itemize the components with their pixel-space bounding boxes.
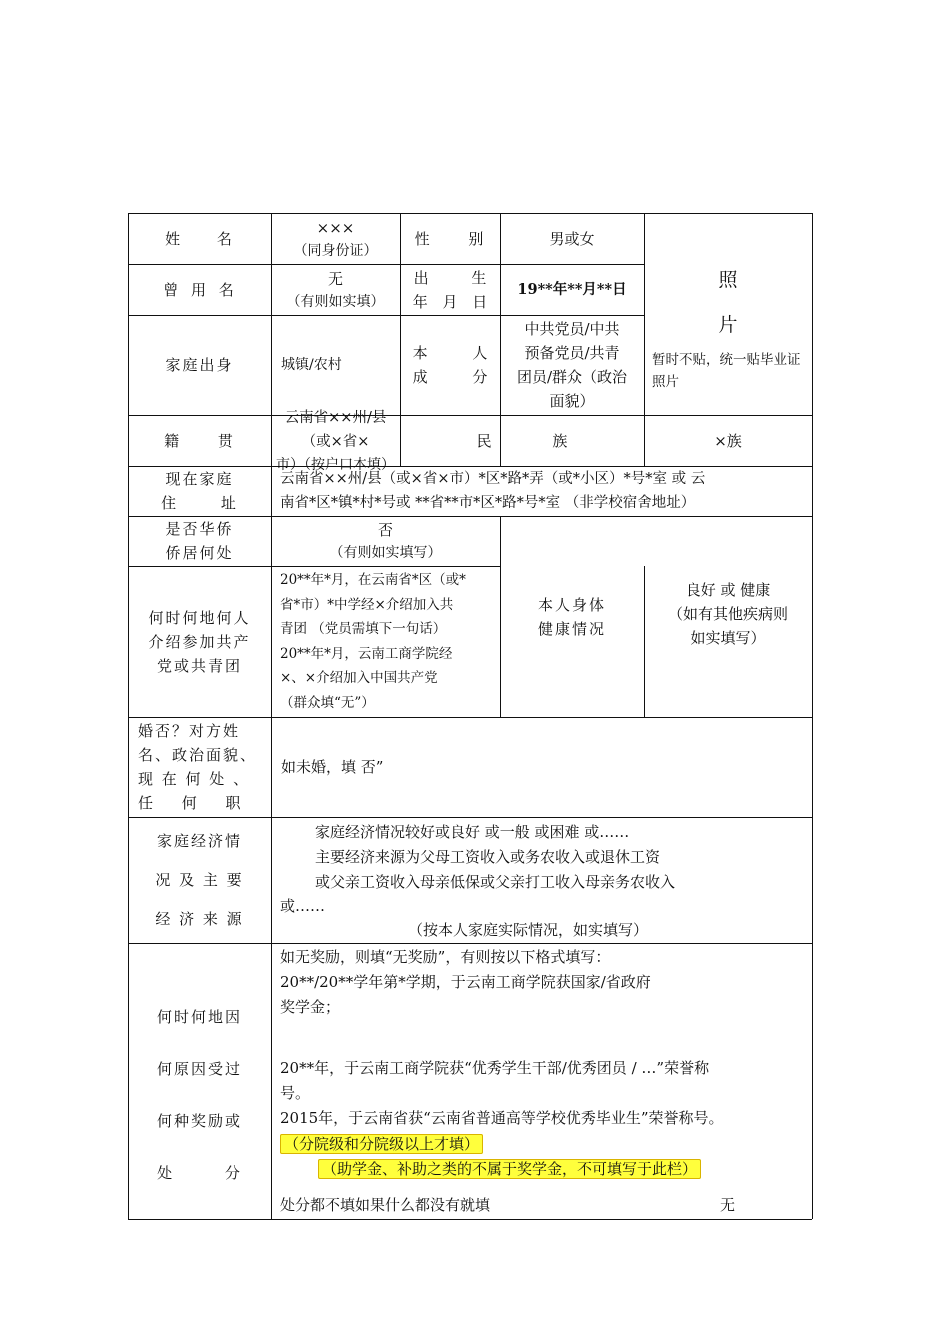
status-line-4: 面貌） (549, 392, 595, 410)
photo-title-2: 片 (718, 314, 738, 336)
ethnicity-label-text: 民 族 (476, 431, 568, 450)
join-party-line-3: 青团 （党员需填下一句话） (280, 621, 447, 637)
former-name-note: （有则如实填） (286, 293, 385, 310)
former-name-label-text: 曾 用 名 (163, 280, 236, 299)
join-party-value (271, 566, 500, 717)
name-note: （同身份证） (293, 242, 378, 259)
gender-value-text: 男或女 (549, 229, 595, 248)
awards-label-2: 何原因受过 (156, 1060, 242, 1078)
address-label (128, 466, 271, 516)
ethnicity-value (644, 415, 812, 466)
health-line-1: 良好 或 健康 (685, 581, 771, 599)
name-label-text: 姓 名 (165, 229, 234, 248)
name-value (271, 213, 400, 264)
join-party-line-4: 20**年*月，云南工商学院经 (280, 645, 453, 662)
awards-line-1: 如无奖励，则填“无奖励”，有则按以下格式填写： (280, 948, 611, 966)
border-line (128, 1219, 812, 1220)
family-origin-label (128, 315, 271, 415)
awards-line-3: 奖学金； (280, 998, 341, 1016)
overseas-value-text: 否 (377, 521, 393, 539)
economy-line-1: 家庭经济情况较好或良好 或一般 或困难 或…… (315, 823, 630, 841)
overseas-label-1: 是否华侨 (165, 520, 234, 538)
join-party-label (128, 566, 271, 717)
economy-value (271, 817, 812, 943)
marriage-label-2: 名、政治面貌、 (138, 746, 258, 764)
awards-highlight-2-text: （助学金、补助之类的不属于奖学金，不可填写于此栏） (318, 1159, 701, 1179)
health-label-2: 健康情况 (537, 619, 606, 638)
birth-label-1: 出 生 (413, 268, 487, 287)
birth-value-text: 19**年**月**日 (517, 280, 627, 298)
health-value (644, 516, 812, 717)
health-label (500, 516, 644, 717)
join-party-line-1: 20**年*月，在云南省*区（或* (280, 572, 466, 588)
economy-line-2: 主要经济来源为父母工资收入或务农收入或退休工资 (315, 848, 661, 866)
awards-label-4: 处 分 (157, 1164, 242, 1182)
status-label (400, 315, 500, 415)
address-value (271, 466, 812, 516)
health-label-1: 本人身体 (537, 595, 606, 614)
overseas-note: （有则如实填写） (329, 545, 442, 561)
awards-line-4: 20**年，于云南工商学院获“优秀学生干部/优秀团员 / …”荣誉称 (280, 1059, 710, 1077)
economy-label-3: 经 济 来 源 (155, 910, 244, 929)
awards-highlight-2 (318, 1157, 701, 1181)
health-line-2: （如有其他疾病则 (667, 605, 788, 623)
awards-highlight-1-text: （分院级和分院级以上才填） (280, 1134, 483, 1154)
join-party-label-2: 介绍参加共产 (148, 632, 251, 651)
status-value (500, 315, 644, 415)
name-value-text: ××× (316, 218, 355, 237)
birth-label-2: 年 月 日 (412, 292, 488, 311)
registration-form (128, 213, 812, 1219)
economy-line-3: 或父亲工资收入母亲低保或父亲打工收入母亲务农收入 (315, 873, 676, 891)
join-party-line-6: （群众填“无”） (280, 694, 375, 711)
marriage-label-4: 任 何 职 (138, 794, 243, 812)
economy-label (128, 817, 271, 943)
native-place-line-2: 市）（按户口本填） (276, 456, 395, 473)
former-name-value (271, 264, 400, 315)
birth-value (500, 264, 644, 315)
photo-note: 暂时不贴，统一贴毕业证照片 (652, 352, 801, 390)
address-label-2: 住 址 (161, 494, 238, 512)
health-line-3: 如实填写） (690, 629, 766, 647)
ethnicity-value-text: ×族 (714, 431, 742, 450)
status-line-1: 中共党员/中共 (524, 320, 620, 338)
native-place-label (128, 415, 271, 466)
address-line-1: 云南省××州/县（或×省×市）*区*路*弄（或*小区）*号*室 或 云 (280, 471, 706, 487)
awards-line-5: 号。 (280, 1084, 311, 1102)
family-origin-value (271, 315, 400, 415)
awards-value (271, 943, 812, 1219)
gender-value (500, 213, 644, 264)
join-party-label-1: 何时何地何人 (148, 608, 251, 627)
family-origin-value-text: 城镇/农村 (281, 357, 342, 373)
economy-label-2: 况 及 主 要 (155, 870, 244, 889)
photo-title-1: 照 (718, 269, 738, 291)
status-label-1: 本 人 (412, 344, 488, 362)
awards-highlight-1 (280, 1132, 483, 1156)
penalty-value: 无 (720, 1196, 736, 1214)
awards-label (128, 943, 271, 1219)
join-party-line-2: 省*市）*中学经×介绍加入共 (280, 596, 454, 613)
economy-line-5: （按本人家庭实际情况，如实填写） (408, 921, 649, 939)
join-party-line-5: ×、×介绍加入中国共产党 (280, 670, 438, 686)
marriage-label-3: 现 在 何 处 、 (138, 770, 251, 788)
marriage-value (271, 717, 812, 817)
awards-line-6: 2015年，于云南省获“云南省普通高等学校优秀毕业生”荣誉称号。 (280, 1109, 724, 1127)
marriage-value-text: 如未婚，填 否” (281, 758, 384, 776)
ethnicity-label (400, 415, 644, 466)
gender-label-text: 性 别 (414, 229, 486, 248)
former-name-value-text: 无 (327, 269, 343, 288)
overseas-label-2: 侨居何处 (165, 544, 234, 562)
awards-label-1: 何时何地因 (156, 1008, 242, 1026)
native-place-line-1: 云南省××州/县（或×省× (284, 409, 387, 450)
overseas-value (271, 516, 500, 566)
address-line-2: 南省*区*镇*村*号或 **省**市*区*路*号*室 （非学校宿舍地址） (280, 495, 696, 511)
join-party-label-3: 党或共青团 (156, 656, 242, 675)
overseas-label (128, 516, 271, 566)
gender-label (400, 213, 500, 264)
former-name-label (128, 264, 271, 315)
awards-label-3: 何种奖励或 (156, 1112, 242, 1130)
name-label (128, 213, 271, 264)
status-label-2: 成 分 (412, 368, 488, 386)
border-line (812, 213, 813, 1219)
marriage-label (128, 717, 271, 817)
photo-box (644, 213, 812, 415)
address-label-1: 现在家庭 (165, 470, 234, 488)
penalty-text: 处分都不填如果什么都没有就填 (280, 1196, 491, 1214)
native-place-label-text: 籍 贯 (164, 431, 235, 450)
marriage-label-1: 婚否？对方姓 (138, 722, 241, 740)
family-origin-label-text: 家庭出身 (165, 356, 234, 374)
native-place-value (271, 409, 400, 473)
economy-label-1: 家庭经济情 (156, 831, 242, 850)
awards-line-2: 20**/20**学年第*学期，于云南工商学院获国家/省政府 (280, 973, 651, 991)
birth-label (400, 264, 500, 315)
status-line-3: 团员/群众（政治 (516, 368, 628, 386)
economy-line-4: 或…… (280, 897, 326, 915)
status-line-2: 预备党员/共青 (524, 344, 620, 362)
